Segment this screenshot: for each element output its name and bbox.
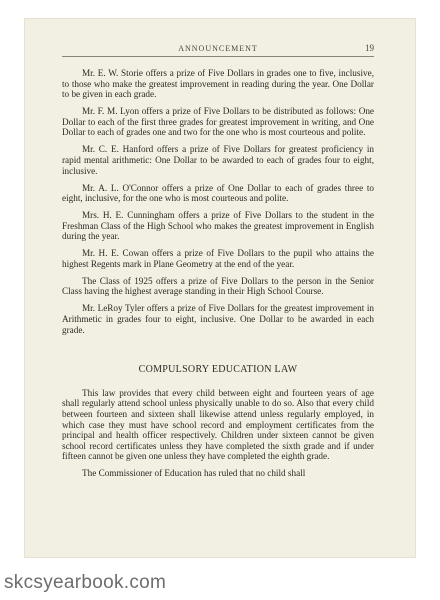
page-number: 19 — [365, 43, 374, 53]
prize-paragraph: Mr. E. W. Storie offers a prize of Five Dollars in grades one to five, inclusive, to those who make the greatest improvement in reading during the year. One Dollar to be given in each grade. — [62, 68, 374, 100]
running-title: ANNOUNCEMENT — [178, 44, 258, 53]
prize-paragraph: The Class of 1925 offers a prize of Five Dollars to the person in the Senior Class having the highest average standing in their High School Course. — [62, 275, 374, 297]
prize-paragraph: Mr. A. L. O'Connor offers a prize of One Dollar to each of grades three to eight, inclusive, for the one who is most courteous and polite. — [62, 182, 374, 204]
prize-paragraph: Mr. C. E. Hanford offers a prize of Five Dollars for greatest proficiency in rapid mental arithmetic: One Dollar to be awarded to each of grades four to eight, inclusive. — [62, 144, 374, 176]
prize-paragraph: Mr. F. M. Lyon offers a prize of Five Dollars to be distributed as follows: One Dollar to each of the first three grades for greatest improvement in writing, and One Dollar to each of grades one and two for the one who is most courteous and polite. — [62, 106, 374, 138]
page-body — [62, 68, 374, 485]
law-paragraph: This law provides that every child between eight and fourteen years of age shall regularly attend school unless physically unable to do so. Also that every child between fourteen and sixteen shall likewise attend unless regularly employed, in which case they must have school record and employment certificates from the principal and health officer respectively. Children under sixteen cannot be given school record certificates unless they have completed the sixth grade and if under fifteen cannot be given one unless they have completed the eighth grade. — [62, 387, 374, 462]
prize-paragraph: Mrs. H. E. Cunningham offers a prize of Five Dollars to the student in the Freshman Class of the High School who makes the greatest improvement in English during the year. — [62, 210, 374, 242]
site-watermark: skcsyearbook.com — [4, 572, 167, 593]
prize-paragraph: Mr. LeRoy Tyler offers a prize of Five Dollars for the greatest improvement in Arithmetic in grades four to eight, inclusive. One Dollar to be awarded in each grade. — [62, 303, 374, 335]
prize-paragraph: Mr. H. E. Cowan offers a prize of Five Dollars to the pupil who attains the highest Regents mark in Plane Geometry at the end of the year. — [62, 248, 374, 269]
section-heading: COMPULSORY EDUCATION LAW — [138, 364, 298, 376]
header-rule — [62, 56, 374, 57]
law-paragraph: The Commissioner of Education has ruled that no child shall — [82, 468, 306, 479]
